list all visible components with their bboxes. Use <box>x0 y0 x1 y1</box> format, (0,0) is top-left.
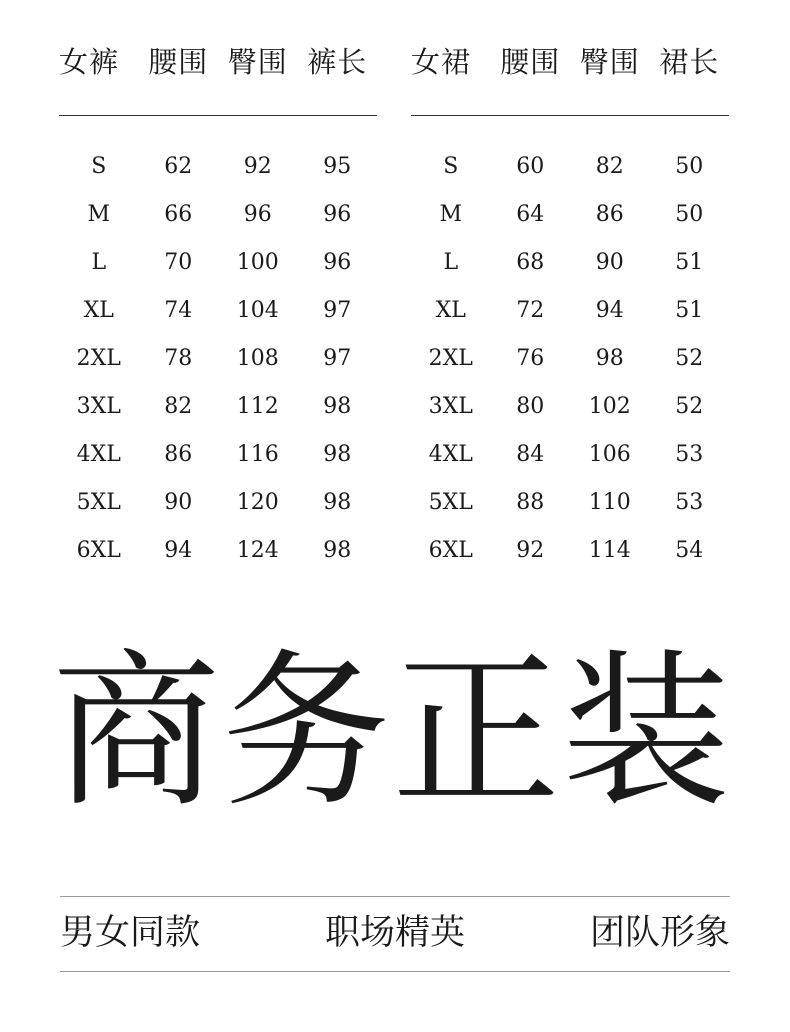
table-cell: 53 <box>675 441 704 467</box>
skirt-header-divider <box>411 115 729 116</box>
table-cell: 4XL <box>76 441 121 467</box>
table-cell: L <box>443 249 459 275</box>
table-cell: 97 <box>323 345 352 371</box>
table-cell: 6XL <box>76 537 121 563</box>
table-cell: 98 <box>595 345 624 371</box>
table-row <box>59 334 377 382</box>
table-cell: 50 <box>675 153 704 179</box>
table-cell: 60 <box>516 153 545 179</box>
header-cell: 女裤 <box>59 44 120 79</box>
table-cell: 51 <box>675 249 704 275</box>
header-cell: 臀围 <box>579 44 640 79</box>
table-cell: 124 <box>236 537 279 563</box>
tagline: 职场精英 <box>324 913 465 953</box>
table-row <box>59 142 377 190</box>
table-cell: 6XL <box>428 537 473 563</box>
table-row <box>411 238 729 286</box>
table-cell: 84 <box>516 441 545 467</box>
table-cell: 64 <box>516 201 545 227</box>
table-row <box>59 430 377 478</box>
table-cell: 78 <box>164 345 193 371</box>
table-cell: 3XL <box>76 393 121 419</box>
table-cell: 66 <box>164 201 193 227</box>
header-cell: 裙长 <box>659 44 720 79</box>
table-cell: 86 <box>164 441 193 467</box>
table-cell: 68 <box>516 249 545 275</box>
table-cell: 96 <box>323 249 352 275</box>
tagline: 男女同款 <box>60 913 201 953</box>
table-cell: 92 <box>516 537 545 563</box>
table-cell: 100 <box>236 249 279 275</box>
table-cell: 3XL <box>428 393 473 419</box>
table-cell: 114 <box>588 537 631 563</box>
bottom-divider <box>60 971 730 972</box>
table-cell: 98 <box>323 441 352 467</box>
pants-header-divider <box>59 115 377 116</box>
table-cell: 70 <box>164 249 193 275</box>
table-cell: 72 <box>516 297 545 323</box>
pants-rows <box>59 142 377 574</box>
table-cell: 54 <box>675 537 704 563</box>
table-cell: 96 <box>243 201 272 227</box>
table-cell: 88 <box>516 489 545 515</box>
table-row <box>59 478 377 526</box>
header-cell: 臀围 <box>227 44 288 79</box>
table-cell: 62 <box>164 153 193 179</box>
table-cell: 106 <box>588 441 631 467</box>
table-cell: L <box>91 249 107 275</box>
table-row <box>59 238 377 286</box>
table-cell: 102 <box>588 393 631 419</box>
table-cell: 52 <box>675 345 704 371</box>
table-cell: 82 <box>595 153 624 179</box>
table-row <box>59 526 377 574</box>
table-cell: 116 <box>236 441 279 467</box>
table-cell: 98 <box>323 537 352 563</box>
table-row <box>411 478 729 526</box>
table-row <box>411 286 729 334</box>
table-cell: 51 <box>675 297 704 323</box>
skirt-rows <box>411 142 729 574</box>
table-row <box>411 430 729 478</box>
table-row <box>411 190 729 238</box>
table-cell: 5XL <box>428 489 473 515</box>
table-cell: 86 <box>595 201 624 227</box>
table-row <box>59 382 377 430</box>
table-row <box>59 286 377 334</box>
table-cell: S <box>443 153 459 179</box>
table-cell: XL <box>435 297 466 323</box>
table-cell: 112 <box>236 393 279 419</box>
table-cell: 76 <box>516 345 545 371</box>
tagline-bar <box>60 905 730 955</box>
header-cell: 腰围 <box>148 44 209 79</box>
pants-size-table <box>59 38 377 574</box>
table-cell: 98 <box>323 489 352 515</box>
table-cell: 4XL <box>428 441 473 467</box>
table-cell: 90 <box>164 489 193 515</box>
table-cell: 120 <box>236 489 279 515</box>
header-cell: 女裙 <box>411 44 472 79</box>
table-cell: 92 <box>243 153 272 179</box>
table-cell: 52 <box>675 393 704 419</box>
page-title: 商务正装 <box>52 634 732 830</box>
table-cell: 2XL <box>76 345 121 371</box>
pants-header-row <box>59 38 377 82</box>
table-cell: 110 <box>588 489 631 515</box>
table-cell: 53 <box>675 489 704 515</box>
table-row <box>411 142 729 190</box>
table-cell: 104 <box>236 297 279 323</box>
table-cell: 98 <box>323 393 352 419</box>
table-row <box>59 190 377 238</box>
table-cell: 97 <box>323 297 352 323</box>
table-cell: 95 <box>323 153 352 179</box>
skirt-header-row <box>411 38 729 82</box>
tagline: 团队形象 <box>589 913 730 953</box>
table-cell: 82 <box>164 393 193 419</box>
table-cell: 5XL <box>76 489 121 515</box>
table-cell: 96 <box>323 201 352 227</box>
table-cell: XL <box>83 297 114 323</box>
table-cell: 94 <box>595 297 624 323</box>
top-divider <box>60 896 730 897</box>
table-cell: 94 <box>164 537 193 563</box>
table-row <box>411 526 729 574</box>
skirt-size-table <box>411 38 729 574</box>
table-cell: 2XL <box>428 345 473 371</box>
table-cell: M <box>439 201 463 227</box>
header-cell: 腰围 <box>500 44 561 79</box>
table-cell: 80 <box>516 393 545 419</box>
table-cell: 50 <box>675 201 704 227</box>
table-cell: 90 <box>595 249 624 275</box>
header-cell: 裤长 <box>307 44 368 79</box>
table-row <box>411 334 729 382</box>
table-cell: 108 <box>236 345 279 371</box>
table-row <box>411 382 729 430</box>
table-cell: S <box>91 153 107 179</box>
table-cell: 74 <box>164 297 193 323</box>
table-cell: M <box>87 201 111 227</box>
